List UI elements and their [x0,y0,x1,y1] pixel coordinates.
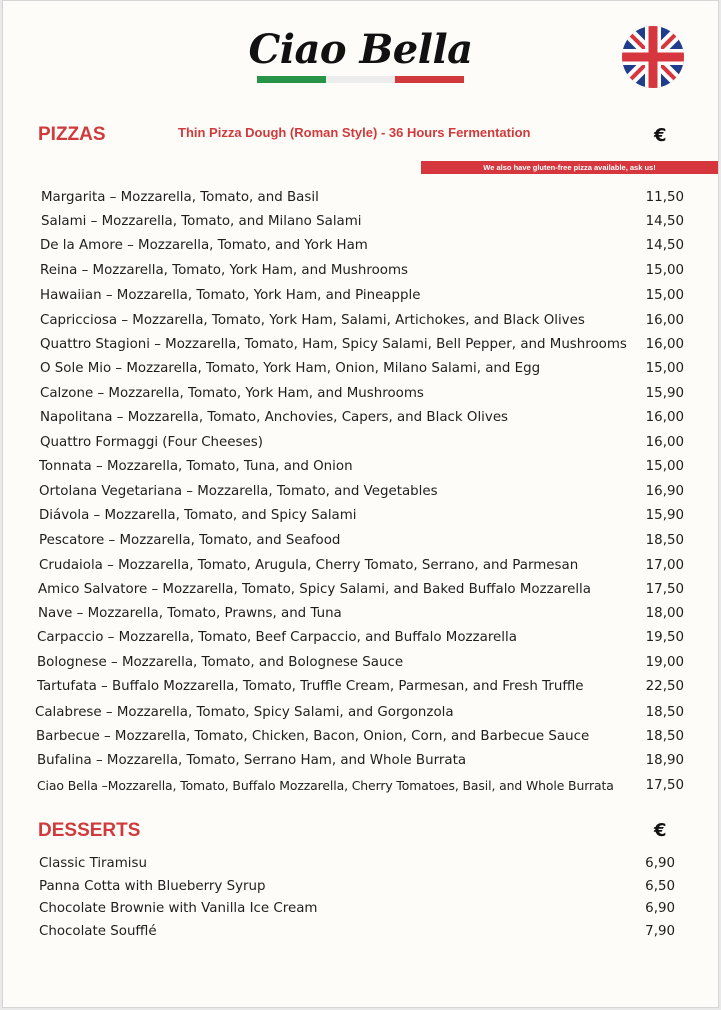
menu-item [0,703,721,723]
item-price: 19,00 [645,655,684,670]
item-name: Quattro Formaggi (Four Cheeses) [40,435,263,450]
menu-item [0,556,721,576]
item-name: Capricciosa – Mozzarella, Tomato, York Ham, Salami, Artichokes, and Black Olives [40,313,585,328]
item-price: 6,90 [645,901,675,916]
menu-item [0,188,721,208]
item-price: 14,50 [645,214,684,229]
item-name: O Sole Mio – Mozzarella, Tomato, York Ham, Onion, Milano Salami, and Egg [40,361,541,376]
item-price: 18,50 [645,533,684,548]
item-price: 17,00 [645,558,684,573]
item-name: Napolitana – Mozzarella, Tomato, Anchovies, Capers, and Black Olives [40,410,509,425]
item-name: Bolognese – Mozzarella, Tomato, and Bolognese Sauce [37,655,404,670]
item-name: Chocolate Soufflé [39,924,157,939]
item-price: 18,00 [645,606,684,621]
menu-item [0,653,721,673]
item-price: 16,90 [645,484,684,499]
item-name: Amico Salvatore – Mozzarella, Tomato, Spicy Salami, and Baked Buffalo Mozzarella [38,582,591,597]
menu-item [0,628,721,648]
restaurant-logo: Ciao Bella [248,26,473,73]
item-name: Ciao Bella –Mozzarella, Tomato, Buffalo Mozzarella, Cherry Tomatoes, Basil, and Whole Burrata [37,778,614,793]
item-name: De la Amore – Mozzarella, Tomato, and York Ham [40,238,368,253]
item-price: 14,50 [645,238,684,253]
item-name: Calabrese – Mozzarella, Tomato, Spicy Salami, and Gorgonzola [35,705,454,720]
menu-item [0,212,721,232]
item-price: 22,50 [645,679,684,694]
menu-item [0,384,721,404]
dessert-item [0,877,721,897]
pizzas-currency: € [654,125,667,146]
menu-item [0,776,721,796]
menu-item [0,482,721,502]
item-price: 15,00 [645,361,684,376]
item-name: Salami – Mozzarella, Tomato, and Milano Salami [41,214,362,229]
item-price: 11,50 [645,190,684,205]
item-name: Calzone – Mozzarella, Tomato, York Ham, and Mushrooms [40,386,424,401]
menu-item [0,531,721,551]
menu-item [0,677,721,697]
item-name: Quattro Stagioni – Mozzarella, Tomato, Ham, Spicy Salami, Bell Pepper, and Mushrooms [40,337,627,352]
item-name: Chocolate Brownie with Vanilla Ice Cream [39,901,318,916]
menu-item [0,727,721,747]
desserts-heading: DESSERTS [38,820,141,841]
menu-item [0,311,721,331]
menu-item [0,236,721,256]
pizzas-heading: PIZZAS [38,124,106,145]
flag-bar-white [326,76,395,83]
item-name: Reina – Mozzarella, Tomato, York Ham, and Mushrooms [40,263,408,278]
item-price: 15,00 [645,288,684,303]
item-name: Pescatore – Mozzarella, Tomato, and Seafood [39,533,341,548]
menu-item [0,433,721,453]
item-price: 19,50 [645,630,684,645]
menu-item [0,408,721,428]
item-name: Barbecue – Mozzarella, Tomato, Chicken, Bacon, Onion, Corn, and Barbecue Sauce [36,729,590,744]
item-price: 17,50 [645,778,684,793]
item-price: 7,90 [645,924,675,939]
item-price: 6,50 [645,879,675,894]
item-price: 15,90 [645,508,684,523]
menu-item [0,335,721,355]
item-price: 16,00 [645,435,684,450]
menu-item [0,506,721,526]
item-name: Panna Cotta with Blueberry Syrup [39,879,266,894]
item-price: 18,50 [645,729,684,744]
menu-item [0,359,721,379]
item-price: 6,90 [645,856,675,871]
dessert-item [0,899,721,919]
item-name: Hawaiian – Mozzarella, Tomato, York Ham, and Pineapple [40,288,421,303]
item-name: Tonnata – Mozzarella, Tomato, Tuna, and Onion [39,459,353,474]
menu-item [0,457,721,477]
item-price: 16,00 [645,313,684,328]
item-name: Carpaccio – Mozzarella, Tomato, Beef Carpaccio, and Buffalo Mozzarella [37,630,517,645]
dessert-item [0,854,721,874]
flag-bar-red [395,76,464,83]
item-price: 15,00 [645,263,684,278]
italian-flag-bar [257,76,464,83]
gluten-free-notice: We also have gluten-free pizza available, ask us! [421,161,718,174]
flag-bar-green [257,76,326,83]
item-price: 17,50 [645,582,684,597]
item-price: 15,90 [645,386,684,401]
item-price: 15,00 [645,459,684,474]
item-price: 16,00 [645,337,684,352]
item-name: Classic Tiramisu [39,856,147,871]
dessert-item [0,922,721,942]
item-price: 16,00 [645,410,684,425]
item-name: Tartufata – Buffalo Mozzarella, Tomato, Truffle Cream, Parmesan, and Fresh Truffle [37,679,584,694]
item-name: Diávola – Mozzarella, Tomato, and Spicy Salami [39,508,357,523]
uk-flag-icon[interactable] [622,26,684,88]
item-name: Bufalina – Mozzarella, Tomato, Serrano Ham, and Whole Burrata [37,753,467,768]
item-name: Nave – Mozzarella, Tomato, Prawns, and Tuna [38,606,342,621]
item-price: 18,50 [645,705,684,720]
menu-item [0,604,721,624]
pizzas-subtitle: Thin Pizza Dough (Roman Style) - 36 Hours Fermentation [178,125,531,140]
menu-item [0,261,721,281]
item-name: Ortolana Vegetariana – Mozzarella, Tomato, and Vegetables [39,484,438,499]
item-name: Margarita – Mozzarella, Tomato, and Basil [41,190,319,205]
menu-item [0,580,721,600]
menu-item [0,286,721,306]
menu-item [0,751,721,771]
item-price: 18,90 [645,753,684,768]
desserts-currency: € [654,820,667,841]
item-name: Crudaiola – Mozzarella, Tomato, Arugula, Cherry Tomato, Serrano, and Parmesan [39,558,579,573]
